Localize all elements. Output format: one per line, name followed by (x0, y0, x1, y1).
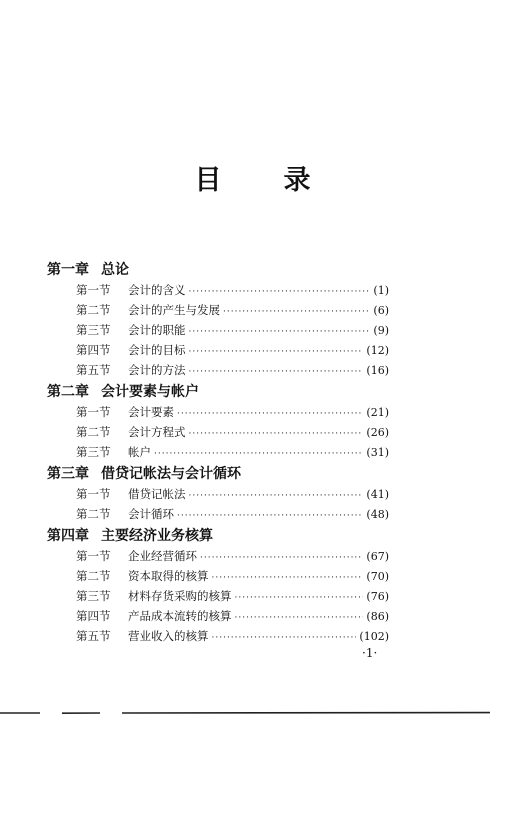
chapter-heading (47, 464, 389, 484)
dot-leader (212, 628, 357, 648)
page-reference: (48) (366, 508, 389, 521)
dot-leader (189, 486, 364, 506)
section-number: 第二节 (76, 425, 111, 439)
toc-entry (47, 442, 389, 462)
section-number: 第五节 (76, 629, 111, 643)
dot-leader (189, 322, 371, 342)
section-number: 第五节 (76, 363, 111, 377)
section-title: 会计的产生与发展 (128, 303, 220, 317)
page-reference: (70) (366, 570, 389, 583)
toc-entry (47, 484, 389, 504)
toc-entry (47, 566, 389, 586)
section-title: 产品成本流转的核算 (128, 609, 232, 623)
dot-leader (212, 568, 364, 588)
dot-leader (189, 342, 364, 362)
chapter-number: 第三章 (47, 466, 89, 482)
section-title: 会计方程式 (128, 425, 186, 439)
toc-entry (47, 340, 389, 360)
toc-entry (47, 402, 389, 422)
section-title: 企业经营循环 (128, 549, 197, 563)
dot-leader (235, 588, 364, 608)
page-reference: (86) (366, 610, 389, 623)
dot-leader (154, 444, 363, 464)
dot-leader (200, 548, 363, 568)
page-reference: (67) (366, 550, 389, 563)
toc-title (0, 158, 505, 197)
section-number: 第二节 (76, 507, 111, 521)
page-reference: (9) (373, 324, 389, 337)
toc-entry (47, 626, 389, 646)
section-title: 会计的含义 (128, 283, 186, 297)
section-number: 第四节 (76, 343, 111, 357)
chapter-heading (47, 526, 389, 546)
dot-leader (189, 424, 364, 444)
title-char-2: 录 (283, 165, 311, 196)
section-number: 第三节 (76, 445, 111, 459)
dot-leader (177, 404, 363, 424)
section-number: 第一节 (76, 487, 111, 501)
section-title: 营业收入的核算 (128, 629, 209, 643)
dot-leader (235, 608, 364, 628)
page-reference: (31) (366, 446, 389, 459)
dot-leader (189, 362, 364, 382)
page-reference: (16) (366, 364, 389, 377)
section-title: 资本取得的核算 (128, 569, 209, 583)
chapter-number: 第二章 (47, 384, 89, 400)
page-reference: (102) (359, 630, 389, 643)
toc-entry (47, 504, 389, 524)
page-reference: (6) (373, 304, 389, 317)
page-reference: (21) (366, 406, 389, 419)
title-char-1: 目 (194, 165, 222, 196)
section-title: 会计的目标 (128, 343, 186, 357)
section-title: 会计要素 (128, 405, 174, 419)
chapter-number: 第一章 (47, 262, 89, 278)
section-number: 第三节 (76, 589, 111, 603)
section-number: 第三节 (76, 323, 111, 337)
chapter-number: 第四章 (47, 528, 89, 544)
section-number: 第一节 (76, 283, 111, 297)
dot-leader (177, 506, 363, 526)
toc-entry (47, 606, 389, 626)
toc-entry (47, 280, 389, 300)
scan-bottom-rule (0, 711, 490, 715)
table-of-contents (47, 258, 389, 646)
section-title: 帐户 (128, 445, 151, 459)
toc-entry (47, 546, 389, 566)
section-number: 第一节 (76, 549, 111, 563)
section-title: 会计的职能 (128, 323, 186, 337)
section-number: 第四节 (76, 609, 111, 623)
toc-entry (47, 300, 389, 320)
section-number: 第一节 (76, 405, 111, 419)
page-reference: (41) (366, 488, 389, 501)
dot-leader (223, 302, 370, 322)
section-title: 借贷记帐法 (128, 487, 186, 501)
dot-leader (189, 282, 371, 302)
toc-entry (47, 360, 389, 380)
section-title: 会计的方法 (128, 363, 186, 377)
chapter-title: 借贷记帐法与会计循环 (101, 466, 241, 482)
page-reference: (1) (373, 284, 389, 297)
page-reference: (26) (366, 426, 389, 439)
toc-entry (47, 586, 389, 606)
toc-entry (47, 320, 389, 340)
section-number: 第二节 (76, 303, 111, 317)
section-title: 材料存货采购的核算 (128, 589, 232, 603)
page-reference: (76) (366, 590, 389, 603)
chapter-heading (47, 382, 389, 402)
section-number: 第二节 (76, 569, 111, 583)
toc-entry (47, 422, 389, 442)
chapter-title: 主要经济业务核算 (101, 528, 213, 544)
chapter-heading (47, 260, 389, 280)
page-number: ·1· (362, 646, 378, 660)
page-reference: (12) (366, 344, 389, 357)
section-title: 会计循环 (128, 507, 174, 521)
chapter-title: 会计要素与帐户 (101, 384, 199, 400)
chapter-title: 总论 (101, 262, 129, 278)
